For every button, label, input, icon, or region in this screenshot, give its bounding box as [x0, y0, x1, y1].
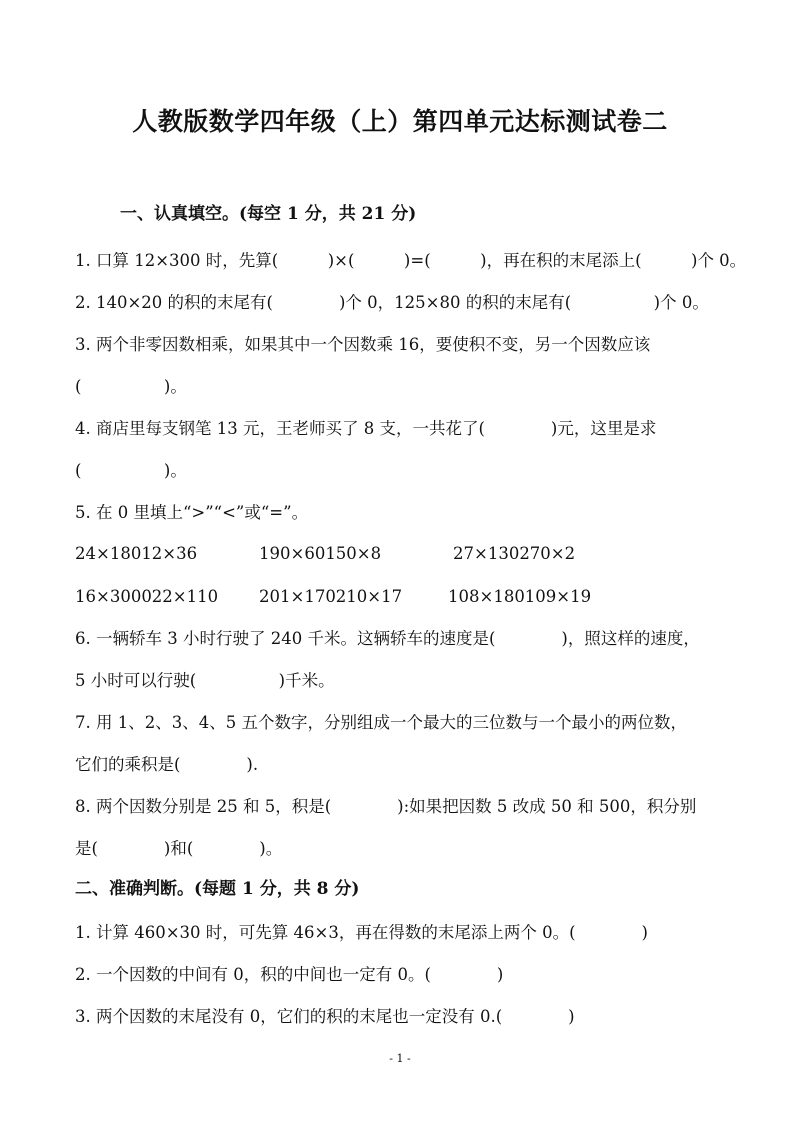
section-2-heading: 二、准确判断。(每题 1 分，共 8 分)	[75, 879, 360, 899]
comparison-item: 16×300022×110	[75, 587, 219, 606]
section-1-heading: 一、认真填空。(每空 1 分，共 21 分)	[120, 204, 417, 224]
question-2-1: 1. 计算 460×30 时，可先算 46×3，再在得数的末尾添上两个 0。( )	[75, 923, 648, 942]
question-1-2: 2. 140×20 的积的末尾有( )个 0，125×80 的积的末尾有( )个 0。	[75, 293, 709, 312]
question-1-6: 6. 一辆轿车 3 小时行驶了 240 千米。这辆轿车的速度是( )，照这样的速度，	[75, 629, 700, 648]
question-1-3-cont: ( )。	[75, 377, 187, 396]
comparison-item: 27×130270×2	[453, 544, 576, 563]
question-1-1: 1. 口算 12×300 时，先算( )×( )=( )，再在积的末尾添上( )个 0。	[75, 251, 747, 270]
question-1-5: 5. 在 0 里填上“>”“<”或“=”。	[75, 503, 309, 522]
question-2-2: 2. 一个因数的中间有 0，积的中间也一定有 0。( )	[75, 965, 504, 984]
question-1-4: 4. 商店里每支钢笔 13 元，王老师买了 8 支，一共花了( )元，这里是求	[75, 419, 657, 438]
question-1-8-cont: 是( )和( )。	[75, 839, 283, 858]
question-1-7-cont: 它们的乘积是( ).	[75, 755, 259, 774]
comparison-item: 108×180109×19	[448, 587, 592, 606]
comparison-item: 190×60150×8	[259, 544, 382, 563]
question-1-4-cont: ( )。	[75, 461, 187, 480]
comparison-item: 24×18012×36	[75, 544, 198, 563]
page-title: 人教版数学四年级（上）第四单元达标测试卷二	[132, 107, 668, 136]
question-1-8: 8. 两个因数分别是 25 和 5，积是( ):如果把因数 5 改成 50 和 500，积分别	[75, 797, 697, 816]
question-1-7: 7. 用 1、2、3、4、5 五个数字，分别组成一个最大的三位数与一个最小的两位数，	[75, 713, 687, 732]
comparison-item: 201×170210×17	[259, 587, 403, 606]
page-number: - 1 -	[389, 1052, 411, 1065]
question-1-3: 3. 两个非零因数相乘，如果其中一个因数乘 16，要使积不变，另一个因数应该	[75, 335, 651, 354]
question-2-3: 3. 两个因数的末尾没有 0，它们的积的末尾也一定没有 0.( )	[75, 1007, 575, 1026]
question-1-6-cont: 5 小时可以行驶( )千米。	[75, 671, 335, 690]
